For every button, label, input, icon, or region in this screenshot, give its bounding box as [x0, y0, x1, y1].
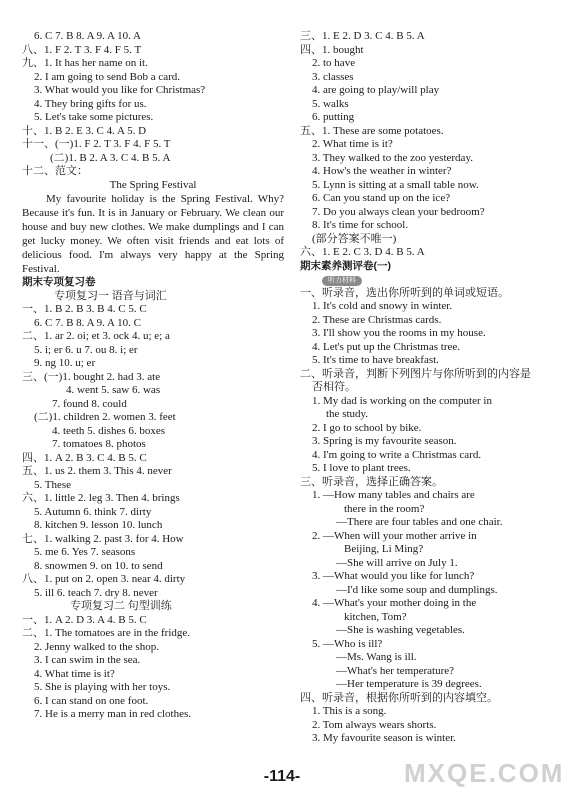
listening-material-badge: 听力材料	[322, 276, 362, 286]
answer-line: 5. ill 6. teach 7. dry 8. never	[34, 586, 158, 599]
answer-line: 三、(一)1. bought 2. had 3. ate	[22, 370, 161, 383]
answer-line: (二)1. B 2. A 3. C 4. B 5. A	[50, 151, 171, 164]
answer-line: 六、1. little 2. leg 3. Then 4. brings	[22, 492, 180, 504]
answer-line: 5. I love to plant trees.	[312, 462, 411, 474]
answer-line: 十一、(一)1. F 2. T 3. F 4. F 5. T	[22, 138, 171, 150]
answer-line: 5. Autumn 6. think 7. dirty	[34, 505, 152, 518]
watermark: MXQE.COM	[404, 758, 564, 788]
answer-line: 4. teeth 5. dishes 6. boxes	[52, 424, 166, 437]
right-column	[300, 30, 558, 746]
answer-line: 三、1. E 2. D 3. C 4. B 5. A	[300, 30, 425, 42]
answer-line: 4. What time is it?	[34, 667, 115, 680]
answer-line: kitchen, Tom?	[344, 610, 407, 623]
section-heading: 期末素养测评卷(一)	[300, 259, 391, 272]
answer-line: 1. This is a song.	[312, 705, 387, 717]
answer-line: 9. ng 10. u; er	[34, 357, 96, 369]
answer-line: —Ms. Wang is ill.	[336, 651, 417, 663]
answer-line: 3. —What would you like for lunch?	[312, 570, 475, 582]
answer-line: 七、1. walking 2. past 3. for 4. How	[22, 532, 184, 545]
answer-line: 7. found 8. could	[52, 397, 127, 410]
answer-line: 九、1. It has her name on it.	[22, 57, 148, 69]
answer-line: 4. Let's put up the Christmas tree.	[312, 340, 461, 353]
answer-line: 4. How's the weather in winter?	[312, 165, 452, 177]
answer-line: 否相符。	[312, 381, 356, 393]
answer-line: 5. These	[34, 478, 72, 491]
answer-line: 8. snowmen 9. on 10. to send	[34, 559, 163, 572]
answer-line: 4. went 5. saw 6. was	[66, 384, 161, 396]
answer-line: 2. —When will your mother arrive in	[312, 529, 477, 542]
essay-paragraph: My favourite holiday is the Spring Festival. Why? Because it's fun. It is in January or February. We clean our house and buy new clothes. We make dumplings and I can get lucky money. We often visit friends and eat lots of delicious food. I'm always very happy at the Spring Festival.	[22, 193, 284, 275]
answer-line: —I'd like some soup and dumplings.	[336, 583, 498, 596]
answer-line: 5. me 6. Yes 7. seasons	[34, 546, 136, 558]
answer-line: 二、1. The tomatoes are in the fridge.	[22, 627, 191, 639]
answer-line: 6. I can stand on one foot.	[34, 694, 149, 707]
answer-line: —Her temperature is 39 degrees.	[336, 678, 482, 690]
answer-line: 2. to have	[312, 57, 356, 69]
answer-line: 专项复习一 语音与词汇	[54, 289, 167, 302]
answer-line: 5. It's time to have breakfast.	[312, 354, 439, 366]
answer-line: 1. My dad is working on the computer in	[312, 394, 492, 407]
answer-line: 3. classes	[312, 70, 354, 83]
answer-line: 3. I can swim in the sea.	[34, 654, 141, 666]
answer-line: 二、1. ar 2. oi; et 3. ock 4. u; e; a	[22, 330, 170, 342]
answer-line: 十二、范文：	[22, 165, 88, 177]
answer-line: 6. putting	[312, 111, 355, 123]
answer-line: 5. —Who is ill?	[312, 637, 383, 650]
answer-line: 八、1. F 2. T 3. F 4. F 5. T	[22, 43, 142, 56]
section-banner-row	[300, 273, 558, 287]
left-column	[22, 30, 284, 722]
answer-line: (部分答案不唯一)	[312, 232, 397, 245]
answer-line: 专项复习二 句型训练	[70, 600, 172, 612]
answer-line: (二)1. children 2. women 3. feet	[34, 411, 176, 423]
answer-line: 五、1. These are some potatoes.	[300, 124, 444, 137]
answer-line: 3. My favourite season is winter.	[312, 732, 456, 744]
answer-line: 二、听录音，判断下列图片与你所听到的内容是	[300, 367, 531, 380]
answer-line: 六、1. E 2. C 3. D 4. B 5. A	[300, 246, 425, 258]
answer-line: Beijing, Li Ming?	[344, 543, 424, 555]
answer-line: 5. i; er 6. u 7. ou 8. i; er	[34, 343, 138, 356]
answer-line: 3. They walked to the zoo yesterday.	[312, 151, 473, 164]
answer-line: 6. Can you stand up on the ice?	[312, 192, 451, 204]
page-number: -114-	[263, 768, 301, 785]
answer-line: 6. C 7. B 8. A 9. A 10. C	[34, 316, 141, 329]
answer-line: 3. I'll show you the rooms in my house.	[312, 327, 486, 339]
answer-line: 1. It's cold and snowy in winter.	[312, 300, 453, 312]
answer-line: —There are four tables and one chair.	[336, 516, 503, 528]
answer-line: 3. Spring is my favourite season.	[312, 435, 457, 447]
answer-line: 8. It's time for school.	[312, 219, 409, 231]
answer-line: 8. kitchen 9. lesson 10. lunch	[34, 519, 163, 531]
answer-line: 五、1. us 2. them 3. This 4. never	[22, 465, 172, 477]
answer-line: 7. Do you always clean your bedroom?	[312, 205, 485, 218]
answer-line: 4. are going to play/will play	[312, 84, 440, 96]
answer-line: 4. They bring gifts for us.	[34, 97, 147, 110]
answer-line: 2. These are Christmas cards.	[312, 313, 442, 326]
answer-line: the study.	[326, 408, 369, 420]
answer-line: there in the room?	[344, 502, 425, 515]
answer-line: 四、1. A 2. B 3. C 4. B 5. C	[22, 451, 147, 464]
answer-line: 2. I go to school by bike.	[312, 421, 422, 434]
answer-line: 一、1. A 2. D 3. A 4. B 5. C	[22, 613, 147, 626]
answer-line: 5. Let's take some pictures.	[34, 111, 154, 123]
answer-line: The Spring Festival	[109, 178, 197, 191]
answer-line: 八、1. put on 2. open 3. near 4. dirty	[22, 573, 186, 585]
answer-line: 三、听录音，选择正确答案。	[300, 475, 443, 488]
answer-line: 一、听录音，选出你所听到的单词或短语。	[300, 286, 509, 299]
answer-line: 十、1. B 2. E 3. C 4. A 5. D	[22, 124, 147, 137]
answer-line: 6. C 7. B 8. A 9. A 10. A	[34, 30, 141, 42]
answer-line: 5. Lynn is sitting at a small table now.	[312, 178, 479, 191]
answer-line: 2. I am going to send Bob a card.	[34, 70, 181, 83]
answer-line: 1. —How many tables and chairs are	[312, 489, 475, 501]
answer-line: 一、1. B 2. B 3. B 4. C 5. C	[22, 303, 147, 315]
answer-line: 4. —What's your mother doing in the	[312, 597, 477, 609]
answer-line: 2. What time is it?	[312, 138, 393, 150]
answer-line: —She will arrive on July 1.	[336, 556, 458, 569]
answer-line: —What's her temperature?	[336, 664, 455, 677]
answer-line: 7. tomatoes 8. photos	[52, 438, 146, 450]
answer-line: 7. He is a merry man in red clothes.	[34, 708, 192, 720]
answer-line: 5. She is playing with her toys.	[34, 681, 171, 693]
answer-line: —She is washing vegetables.	[336, 624, 465, 636]
answer-line: 5. walks	[312, 97, 349, 110]
section-heading: 期末专项复习卷	[22, 276, 96, 288]
answer-line: 4. I'm going to write a Christmas card.	[312, 448, 482, 461]
answer-line: 2. Tom always wears shorts.	[312, 718, 437, 731]
answer-line: 3. What would you like for Christmas?	[34, 84, 206, 96]
answer-line: 四、听录音，根据你所听到的内容填空。	[300, 691, 498, 704]
answer-line: 四、1. bought	[300, 43, 364, 56]
answer-line: 2. Jenny walked to the shop.	[34, 640, 159, 653]
